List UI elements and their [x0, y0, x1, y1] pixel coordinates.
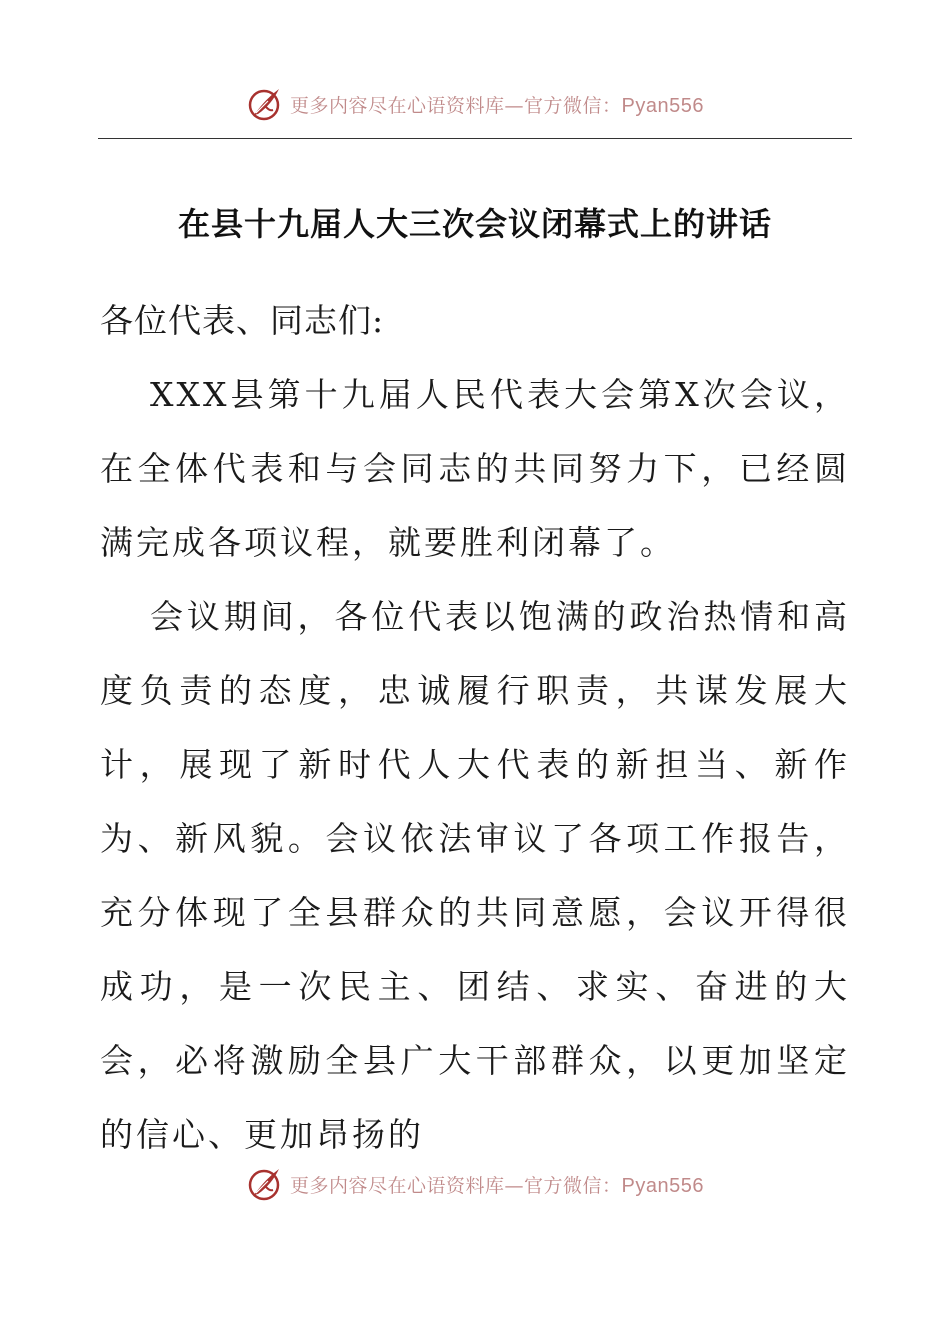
footer-watermark-banner — [0, 1162, 950, 1206]
pen-feather-logo-icon — [246, 85, 284, 123]
paragraph-2: 会议期间，各位代表以饱满的政治热情和高度负责的态度，忠诚履行职责，共谋发展大计，展现了新时代人大代表的新担当、新作为、新风貌。会议依法审议了各项工作报告，充分体现了全县群众的共同意愿，会议开得很成功，是一次民主、团结、求实、奋进的大会，必将激励全县广大干部群众，以更加坚定的信心、更加昂扬的 — [100, 597, 850, 1154]
watermark-id: Pyan556 — [621, 1174, 704, 1197]
watermark-id: Pyan556 — [621, 94, 704, 117]
paragraph-1: XXX县第十九届人民代表大会第X次会议，在全体代表和与会同志的共同努力下，已经圆满完成各项议程，就要胜利闭幕了。 — [100, 375, 850, 562]
document-body — [100, 284, 850, 1172]
pen-feather-logo-icon — [246, 1165, 284, 1203]
watermark-text — [290, 91, 704, 118]
watermark-text — [290, 1171, 704, 1198]
salutation: 各位代表、同志们: — [100, 301, 385, 340]
watermark-main-text: 更多内容尽在心语资料库—官方微信： — [290, 1174, 622, 1197]
header-divider — [98, 138, 852, 139]
document-title: 在县十九届人大三次会议闭幕式上的讲话 — [177, 205, 772, 243]
header-watermark-banner — [0, 82, 950, 126]
watermark-main-text: 更多内容尽在心语资料库—官方微信： — [290, 94, 622, 117]
